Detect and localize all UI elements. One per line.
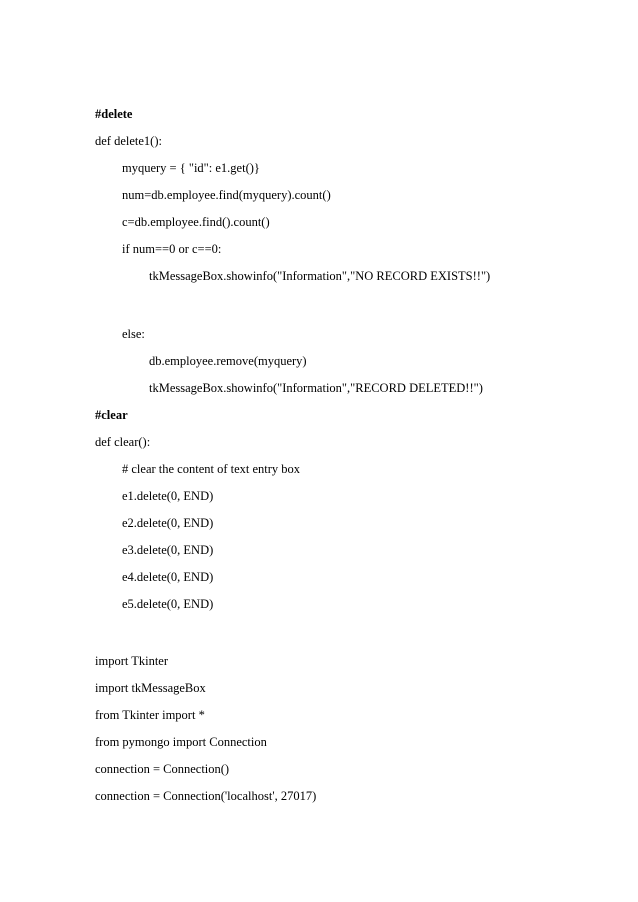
code-line: connection = Connection('localhost', 27017): [95, 789, 317, 803]
code-line: def clear():: [95, 435, 151, 449]
code-line: num=db.employee.find(myquery).count(): [122, 188, 331, 202]
code-line: if num==0 or c==0:: [122, 242, 222, 256]
code-line: connection = Connection(): [95, 762, 230, 776]
code-line: else:: [122, 327, 145, 341]
code-line: myquery = { "id": e1.get()}: [122, 161, 260, 175]
code-line: import tkMessageBox: [95, 681, 206, 695]
code-line: e1.delete(0, END): [122, 489, 214, 503]
code-line: tkMessageBox.showinfo("Information","RECORD DELETED!!"): [149, 381, 483, 395]
code-line: from pymongo import Connection: [95, 735, 267, 749]
code-line: from Tkinter import *: [95, 708, 205, 722]
code-line: e3.delete(0, END): [122, 543, 214, 557]
code-line: def delete1():: [95, 134, 162, 148]
comment-clear: #clear: [95, 408, 128, 422]
code-line: c=db.employee.find().count(): [122, 215, 270, 229]
code-line: # clear the content of text entry box: [122, 462, 301, 476]
code-line: e2.delete(0, END): [122, 516, 214, 530]
code-line: db.employee.remove(myquery): [149, 354, 307, 368]
code-line: tkMessageBox.showinfo("Information","NO RECORD EXISTS!!"): [149, 269, 491, 283]
code-line: import Tkinter: [95, 654, 169, 668]
comment-delete: #delete: [95, 107, 133, 121]
code-line: e5.delete(0, END): [122, 597, 214, 611]
code-line: e4.delete(0, END): [122, 570, 214, 584]
